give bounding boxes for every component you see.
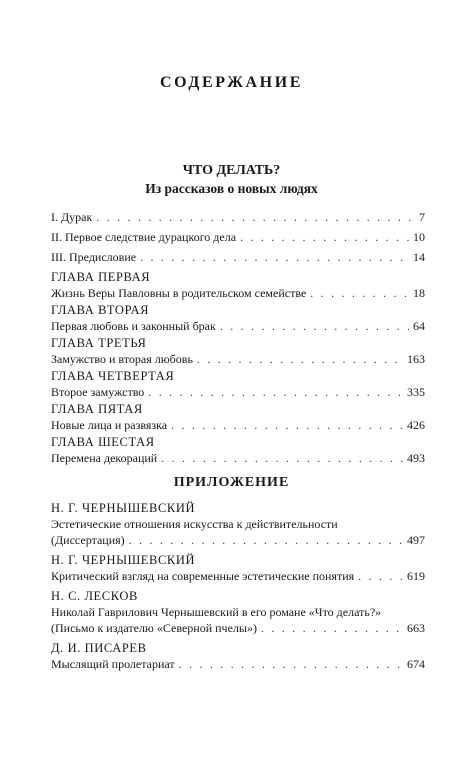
- toc-entry[interactable]: [51, 209, 425, 225]
- entry-title: I. Дурак: [51, 210, 93, 224]
- intro-list: [51, 209, 425, 265]
- dot-leader: [220, 318, 409, 334]
- dot-leader: [240, 229, 409, 245]
- appendix-block: [51, 640, 425, 672]
- appendix-block: [51, 588, 425, 636]
- chapter-block: [51, 335, 425, 367]
- entry-title: II. Первое следствие дурацкого дела: [51, 230, 237, 244]
- dot-leader: [148, 384, 403, 400]
- page-number: 663: [407, 621, 425, 635]
- entry-title-line: Николай Гаврилович Чернышевский в его романе «Что делать?»: [51, 605, 382, 619]
- chapter-list: [51, 269, 425, 466]
- book-subtitle: Из рассказов о новых людях: [145, 181, 318, 196]
- page-number: 7: [419, 210, 425, 224]
- chapter-heading: ГЛАВА ЧЕТВЕРТАЯ: [51, 369, 175, 383]
- dot-leader: [179, 656, 403, 672]
- entry-title: (Письмо к издателю «Северной пчелы»): [51, 621, 257, 635]
- toc-entry[interactable]: [51, 229, 425, 245]
- toc-entry[interactable]: [51, 450, 425, 466]
- dot-leader: [261, 620, 403, 636]
- appendix-title: ПРИЛОЖЕНИЕ: [173, 475, 290, 490]
- toc-entry[interactable]: [51, 417, 425, 433]
- dot-leader: [197, 351, 403, 367]
- page-number: 64: [413, 319, 425, 333]
- entry-title: Мыслящий пролетариат: [51, 657, 175, 671]
- entry-title: Первая любовь и законный брак: [51, 319, 216, 333]
- toc-entry[interactable]: [51, 568, 425, 584]
- chapter-heading: ГЛАВА ШЕСТАЯ: [51, 435, 155, 449]
- page-title: СОДЕРЖАНИЕ: [159, 74, 304, 91]
- entry-title: Новые лица и развязка: [51, 418, 168, 432]
- chapter-block: [51, 401, 425, 433]
- chapter-block: [51, 434, 425, 466]
- dot-leader: [161, 450, 403, 466]
- chapter-block: [51, 302, 425, 334]
- entry-title: Жизнь Веры Павловны в родительском семействе: [51, 286, 307, 300]
- author-heading: Н. Г. ЧЕРНЫШЕВСКИЙ: [51, 553, 196, 567]
- page-number: 10: [413, 230, 425, 244]
- entry-title: Перемена декораций: [51, 451, 158, 465]
- dot-leader: [310, 285, 409, 301]
- page-number: 497: [407, 533, 425, 547]
- toc-entry[interactable]: [51, 318, 425, 334]
- appendix-block: [51, 500, 425, 548]
- dot-leader: [96, 209, 415, 225]
- page-number: 14: [413, 250, 425, 264]
- toc-entry[interactable]: [51, 384, 425, 400]
- page-number: 335: [407, 385, 425, 399]
- page-number: 18: [413, 286, 425, 300]
- toc-entry[interactable]: [51, 532, 425, 548]
- page-number: 163: [407, 352, 425, 366]
- toc-entry[interactable]: [51, 620, 425, 636]
- toc-entry[interactable]: [51, 656, 425, 672]
- entry-title: Второе замужство: [51, 385, 145, 399]
- appendix-block: [51, 552, 425, 584]
- chapter-block: [51, 368, 425, 400]
- page-number: 493: [407, 451, 425, 465]
- dot-leader: [358, 568, 403, 584]
- dot-leader: [171, 417, 403, 433]
- author-heading: Н. С. ЛЕСКОВ: [51, 589, 138, 603]
- chapter-heading: ГЛАВА ПЯТАЯ: [51, 402, 143, 416]
- author-heading: Н. Г. ЧЕРНЫШЕВСКИЙ: [51, 501, 196, 515]
- page-number: 426: [407, 418, 425, 432]
- entry-title: Замужство и вторая любовь: [51, 352, 193, 366]
- book-title: ЧТО ДЕЛАТЬ?: [182, 163, 281, 178]
- entry-title: III. Предисловие: [51, 250, 137, 264]
- page-number: 619: [407, 569, 425, 583]
- entry-title: (Диссертация): [51, 533, 125, 547]
- toc-entry[interactable]: [51, 351, 425, 367]
- page-number: 674: [407, 657, 425, 671]
- author-heading: Д. И. ПИСАРЕВ: [51, 641, 147, 655]
- chapter-heading: ГЛАВА ВТОРАЯ: [51, 303, 150, 317]
- dot-leader: [140, 249, 409, 265]
- appendix-list: [51, 500, 425, 672]
- toc-entry[interactable]: [51, 249, 425, 265]
- toc-entry[interactable]: [51, 285, 425, 301]
- entry-title: Критический взгляд на современные эстетические понятия: [51, 569, 355, 583]
- chapter-heading: ГЛАВА ПЕРВАЯ: [51, 270, 151, 284]
- entry-title-line: Эстетические отношения искусства к действительности: [51, 517, 338, 531]
- chapter-block: [51, 269, 425, 301]
- chapter-heading: ГЛАВА ТРЕТЬЯ: [51, 336, 147, 350]
- dot-leader: [129, 532, 403, 548]
